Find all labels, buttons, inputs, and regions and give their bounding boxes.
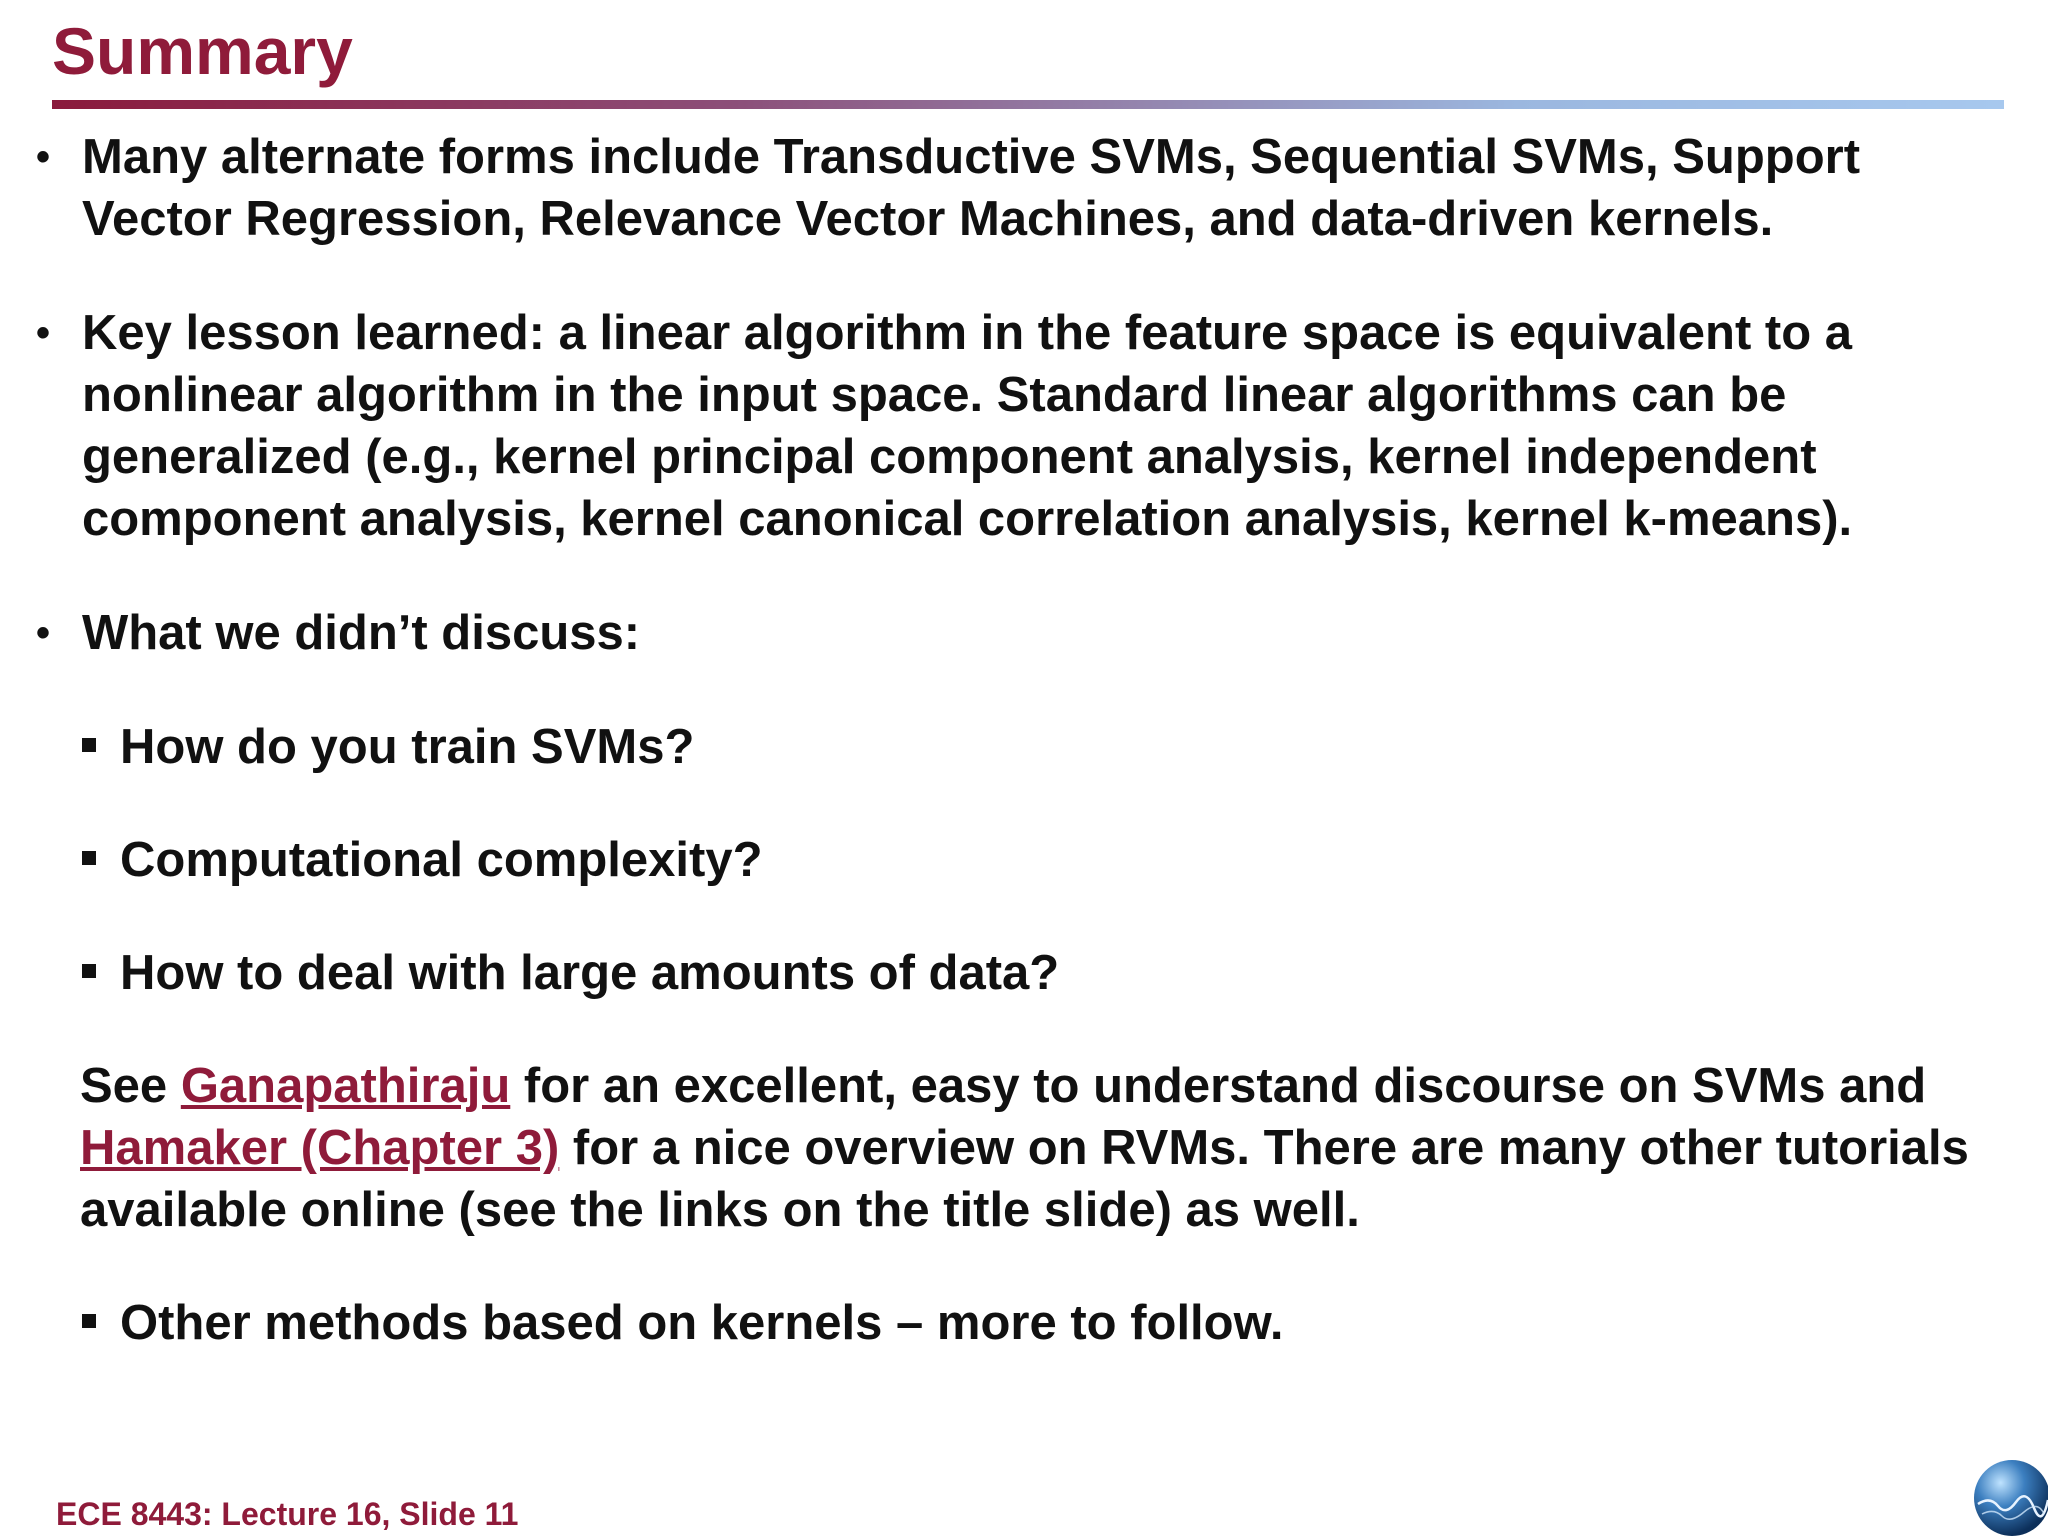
bullet-text: Many alternate forms include Transductive SVMs, Sequential SVMs, Support Vector Regression, Relevance Vector Machines, and data-driven kernels.: [82, 130, 1861, 246]
square-bullet-icon: [82, 851, 96, 865]
sub-bullet-item: [82, 716, 1982, 778]
square-bullet-icon: [82, 738, 96, 752]
bullet-item: [36, 302, 1996, 550]
globe-logo-icon: [1972, 1458, 2048, 1538]
square-bullet-icon: [82, 1314, 96, 1328]
paragraph-text: for an excellent, easy to understand discourse on SVMs and: [510, 1059, 1927, 1113]
paragraph-text: See: [80, 1059, 181, 1113]
sub-bullet-item: [82, 1292, 1982, 1354]
hamaker-chapter-3-link[interactable]: Hamaker (Chapter 3): [80, 1121, 560, 1175]
slide-footer: ECE 8443: Lecture 16, Slide 11: [56, 1496, 519, 1532]
bullet-dot-icon: •: [36, 611, 51, 655]
bullet-dot-icon: •: [36, 135, 51, 179]
title-underline: [52, 100, 2004, 109]
sub-bullet-item: [82, 829, 1982, 891]
sub-bullet-text: How to deal with large amounts of data?: [120, 946, 1060, 1000]
bullet-text: Key lesson learned: a linear algorithm in the feature space is equivalent to a nonlinear algorithm in the input space. Standard linear algorithms can be generalized (e.g., kernel principal component analysis, kernel independent component analysis, kernel canonical correlation analysis, kernel k-means).: [82, 306, 1853, 546]
sub-bullet-text: Computational complexity?: [120, 833, 763, 887]
slide-title: Summary: [52, 14, 353, 88]
sub-bullet-text: Other methods based on kernels – more to follow.: [120, 1296, 1284, 1350]
square-bullet-icon: [82, 964, 96, 978]
paragraph-text: for a nice overview on RVMs. There are many other tutorials available online (see the links on the title slide) as well.: [80, 1121, 1969, 1237]
bullet-text: What we didn’t discuss:: [82, 606, 641, 660]
bullet-item: [36, 126, 1996, 250]
ganapathiraju-link[interactable]: Ganapathiraju: [180, 1059, 511, 1113]
references-paragraph: [80, 1055, 2010, 1241]
bullet-item: [36, 602, 1996, 664]
sub-bullet-item: [82, 942, 1982, 1004]
bullet-dot-icon: •: [36, 311, 51, 355]
sub-bullet-text: How do you train SVMs?: [120, 720, 695, 774]
